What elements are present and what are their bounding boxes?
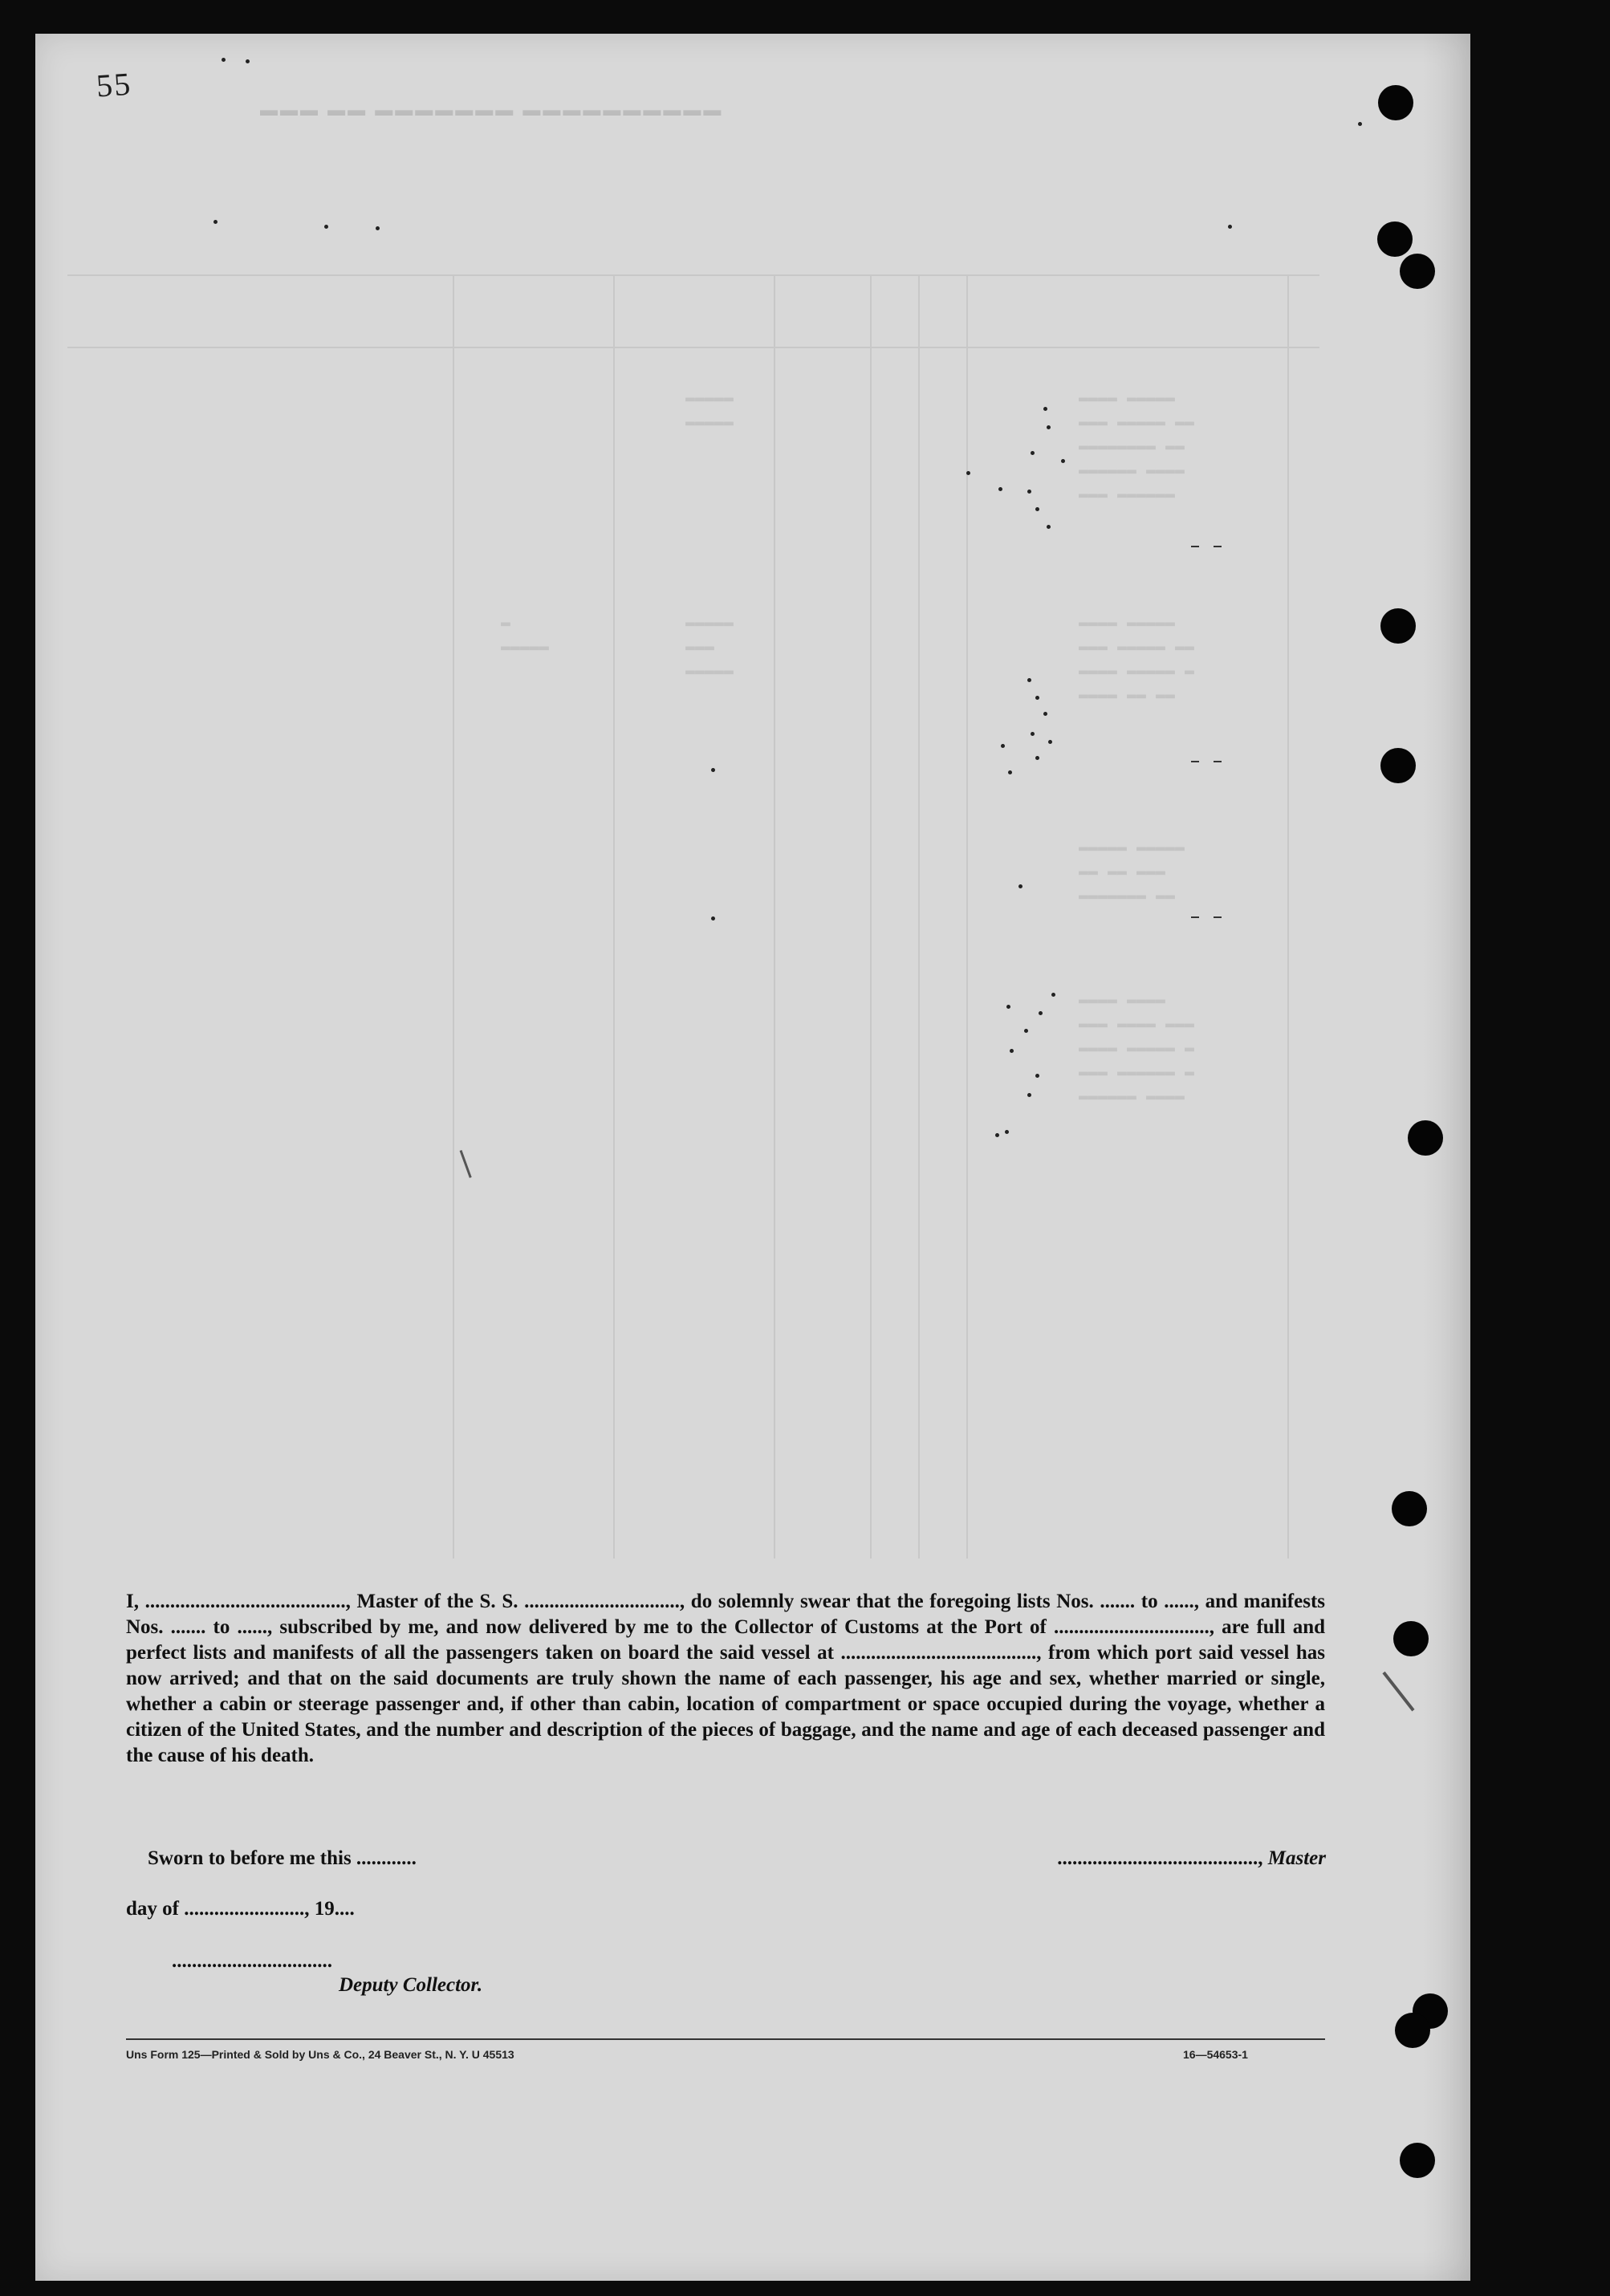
punch-hole xyxy=(1392,1491,1427,1526)
bleed-through-column xyxy=(918,274,920,1558)
ink-speck xyxy=(213,220,218,224)
ink-speck xyxy=(1024,1029,1028,1033)
ink-speck xyxy=(1358,122,1362,126)
ink-dash xyxy=(1191,916,1199,918)
ink-dash xyxy=(1214,761,1222,762)
bleed-through-text: ▬▬▬▬▬ ▬▬▬▬▬ ▬▬ ▬▬ ▬▬▬ ▬▬▬▬▬▬▬ ▬▬ xyxy=(1079,839,1185,905)
ink-speck xyxy=(1047,425,1051,429)
punch-hole xyxy=(1377,221,1413,257)
bleed-through-text: ▬▬▬▬ ▬▬▬▬▬ ▬▬▬ ▬▬▬▬▬ ▬▬ ▬▬▬▬ ▬▬▬▬▬ ▬ ▬▬▬▬ ▬▬ ▬▬ xyxy=(1079,614,1195,705)
ink-speck xyxy=(711,916,715,920)
ink-speck xyxy=(711,768,715,772)
ink-speck xyxy=(1005,1130,1009,1134)
bleed-through-text: ▬ ▬▬▬▬▬ xyxy=(501,614,550,656)
deputy-signature-dots: ................................ xyxy=(172,1950,332,1972)
ink-speck xyxy=(1043,712,1047,716)
ink-speck xyxy=(995,1133,999,1137)
day-of-line: day of ........................, 19.... xyxy=(126,1898,355,1920)
punch-hole xyxy=(1380,748,1416,783)
punch-hole xyxy=(1408,1120,1443,1156)
ink-speck xyxy=(222,58,226,62)
bleed-through-layer xyxy=(35,34,1470,2281)
ink-speck xyxy=(1048,740,1052,744)
ink-dash xyxy=(1214,546,1222,547)
bleed-through-text: ▬▬▬▬▬ ▬▬▬▬▬ xyxy=(685,389,734,432)
ink-speck xyxy=(1031,451,1035,455)
bleed-through-text: ▬▬▬▬ ▬▬▬▬ ▬▬▬ ▬▬▬▬ ▬▬▬ ▬▬▬▬ ▬▬▬▬▬ ▬ ▬▬▬ ▬▬▬▬▬▬ ▬ ▬▬▬▬▬▬ ▬▬▬▬ xyxy=(1079,991,1195,1106)
oath-paragraph: I, ........................................, Master of the S. S. ..............................., do solemnly swear that the foregoing lists Nos. ....... to ......, and manifests Nos. ....... to ......, subscribed by me, and now delivered by me to the Collector of Customs at the Port of ..............................., are full and perfect lists and manifests of all the passengers taken on board the said vessel at ......................................., from which port said vessel has now arrived; and that on the said documents are truly shown the name of each passenger, his age and sex, whether married or single, whether a cabin or steerage passenger and, if other than cabin, location of compartment or space occupied during the voyage, whether a citizen of the United States, and the number and description of the pieces of baggage, and the name and age of each deceased passenger and the cause of his death. xyxy=(126,1591,1325,1766)
ink-dash xyxy=(1214,916,1222,918)
ink-speck xyxy=(1047,525,1051,529)
punch-hole xyxy=(1380,608,1416,644)
bleed-through-text: ▬▬▬▬ ▬▬▬▬▬ ▬▬▬ ▬▬▬▬▬ ▬▬ ▬▬▬▬▬▬▬▬ ▬▬ ▬▬▬▬▬▬ ▬▬▬▬ ▬▬▬ ▬▬▬▬▬▬ xyxy=(1079,389,1195,504)
ink-speck xyxy=(246,59,250,63)
ink-speck xyxy=(1027,678,1031,682)
master-signature-dots: ........................................, xyxy=(1057,1847,1263,1869)
ink-speck xyxy=(324,225,328,229)
ink-speck xyxy=(1043,407,1047,411)
ink-speck xyxy=(1031,732,1035,736)
footer-printer-credit: Uns Form 125—Printed & Sold by Uns & Co., 24 Beaver St., N. Y. U 45513 xyxy=(126,2048,514,2061)
oath-text xyxy=(126,1589,1325,1769)
bleed-through-column xyxy=(453,274,454,1558)
sworn-line: Sworn to before me this ............ xyxy=(148,1847,417,1869)
bleed-through-heading: ▬▬▬ ▬▬ ▬▬▬▬▬▬▬ ▬▬▬▬▬▬▬▬▬▬ xyxy=(260,100,724,120)
ink-speck xyxy=(1018,884,1023,888)
ink-speck xyxy=(1228,225,1232,229)
bleed-through-text: ▬▬▬▬▬ ▬▬▬ ▬▬▬▬▬ xyxy=(685,614,734,681)
ink-dash xyxy=(1191,761,1199,762)
ink-speck xyxy=(998,487,1002,491)
ink-speck xyxy=(1035,696,1039,700)
punch-hole xyxy=(1378,85,1413,120)
bleed-through-column xyxy=(1287,274,1289,1558)
ink-speck xyxy=(376,226,380,230)
bleed-through-column xyxy=(774,274,775,1558)
deputy-collector-label: Deputy Collector. xyxy=(339,1974,483,1996)
ink-speck xyxy=(1006,1005,1010,1009)
ink-speck xyxy=(1035,756,1039,760)
footer-form-number: 16—54653-1 xyxy=(1183,2048,1248,2061)
ink-speck xyxy=(1010,1049,1014,1053)
ink-speck xyxy=(1039,1011,1043,1015)
bleed-through-rule xyxy=(67,347,1319,348)
bleed-through-rule xyxy=(67,274,1319,276)
footer-rule xyxy=(126,2038,1325,2040)
bleed-through-column xyxy=(613,274,615,1558)
master-label: Master xyxy=(1267,1847,1326,1869)
punch-hole xyxy=(1400,2143,1435,2178)
master-signature-line xyxy=(786,1847,1326,1870)
ink-speck xyxy=(1001,744,1005,748)
ink-speck xyxy=(1008,770,1012,774)
handwritten-mark: 55 xyxy=(95,65,133,104)
ink-speck xyxy=(1027,1093,1031,1097)
ink-speck xyxy=(1027,490,1031,494)
punch-hole xyxy=(1395,2013,1430,2048)
ink-speck xyxy=(966,471,970,475)
ink-speck xyxy=(1051,993,1055,997)
ink-dash xyxy=(1191,546,1199,547)
punch-hole xyxy=(1393,1621,1429,1656)
bleed-through-column xyxy=(966,274,968,1558)
bleed-through-column xyxy=(870,274,872,1558)
ink-speck xyxy=(1061,459,1065,463)
punch-hole xyxy=(1400,254,1435,289)
document-page xyxy=(35,34,1470,2281)
ink-speck xyxy=(1035,507,1039,511)
ink-speck xyxy=(1035,1074,1039,1078)
